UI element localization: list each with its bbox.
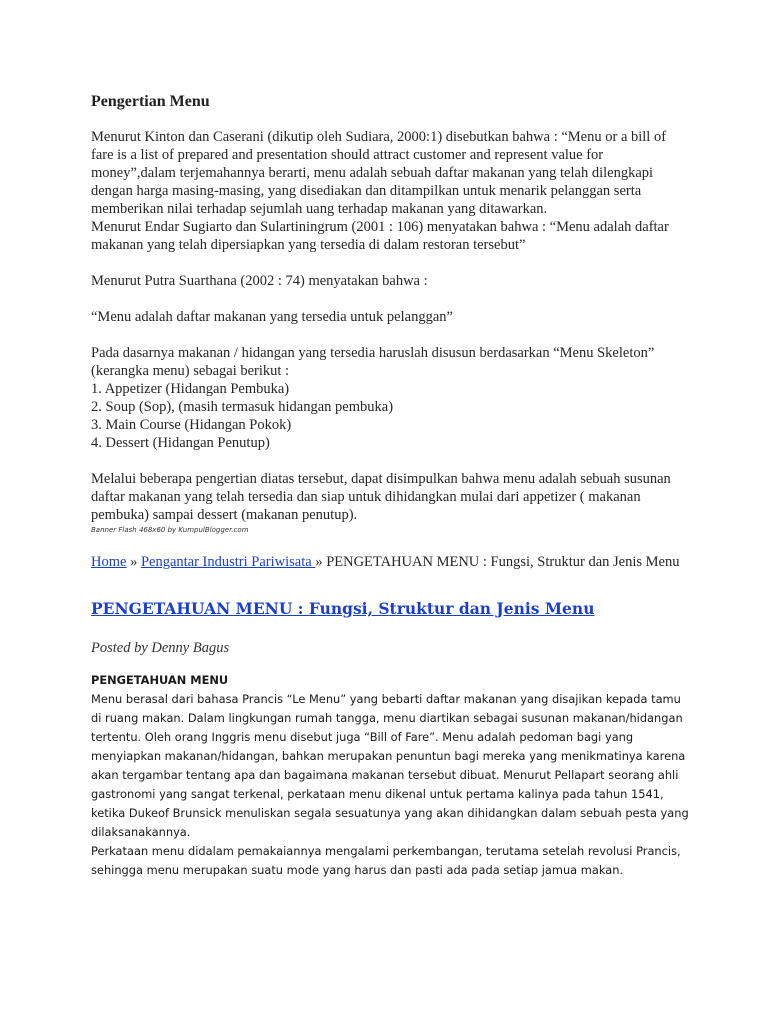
paragraph-kinton: Menurut Kinton dan Caserani (dikutip oleh Sudiara, 2000:1) disebutkan bahwa : “Menu or a bill of fare is a list of prepared and presentation should attract customer and represent value for money”,dalam terjemahannya berarti, menu adalah sebuah daftar makanan yang telah dilengkapi dengan harga masing-masing, yang disediakan dan ditampilkan untuk menarik pelanggan serta memberikan nilai terhadap sejumlah uang terhadap makanan yang ditawarkan.	[91, 129, 667, 217]
post-heading: PENGETAHUAN MENU	[91, 673, 229, 687]
post-title	[91, 599, 691, 619]
post-title-link[interactable]: PENGETAHUAN MENU : Fungsi, Struktur dan Jenis Menu	[91, 599, 595, 618]
breadcrumb-home-link[interactable]: Home	[91, 554, 127, 570]
breadcrumb-separator: »	[315, 554, 327, 570]
post-paragraph: Perkataan menu didalam pemakaiannya mengalami perkembangan, terutama setelah revolusi Prancis, sehingga menu merupakan suatu mode yang harus dan pasti ada pada setiap jamua makan.	[91, 844, 681, 877]
paragraph-sugiarto: Menurut Endar Sugiarto dan Sulartiningrum (2001 : 106) menyatakan bahwa : “Menu adalah daftar makanan yang telah dipersiapkan yang tersedia di dalam restoran tersebut”	[91, 219, 669, 253]
section-body	[91, 128, 691, 524]
paragraph-suarthana: Menurut Putra Suarthana (2002 : 74) menyatakan bahwa :	[91, 273, 428, 289]
list-item: 1. Appetizer (Hidangan Pembuka)	[91, 381, 290, 397]
menu-skeleton-list	[91, 380, 691, 452]
banner-credit: Banner Flash 468x60 by KumpulBlogger.com	[91, 526, 249, 534]
quote-paragraph: “Menu adalah daftar makanan yang tersedia untuk pelanggan”	[91, 309, 453, 325]
list-item: 2. Soup (Sop), (masih termasuk hidangan pembuka)	[91, 399, 394, 415]
document-page	[91, 92, 691, 880]
breadcrumb-current: PENGETAHUAN MENU : Fungsi, Struktur dan Jenis Menu	[326, 554, 680, 570]
section-title: Pengertian Menu	[91, 93, 210, 110]
breadcrumb-separator: »	[126, 554, 141, 570]
breadcrumb-category-link[interactable]: Pengantar Industri Pariwisata	[140, 554, 316, 570]
list-item: 4. Dessert (Hidangan Penutup)	[91, 435, 270, 451]
post-paragraph: Menu berasal dari bahasa Prancis “Le Menu” yang bebarti daftar makanan yang disajikan kepada tamu di ruang makan. Dalam lingkungan rumah tangga, menu diartikan sebagai susunan makanan/hidangan tertentu. Oleh orang Inggris menu disebut juga “Bill of Fare”. Menu adalah pedoman bagi yang menyiapkan makanan/hidangan, bahkan merupakan penuntun bagi mereka yang menikmatinya karena akan tergambar tentang apa dan bagaimana makanan tersebut dibuat. Menurut Pellapart seorang ahli gastronomi yang sangat terkenal, perkataan menu dikenal untuk pertama kalinya pada tahun 1541, ketika Dukeof Brunsick menuliskan segala sesuatunya yang akan dihidangkan dalam sebuah pesta yang dilaksanakannya.	[91, 692, 689, 839]
post-body	[91, 671, 691, 880]
paragraph-skeleton: Pada dasarnya makanan / hidangan yang tersedia haruslah disusun berdasarkan “Menu Skeleton” (kerangka menu) sebagai berikut :	[91, 345, 655, 379]
breadcrumb	[91, 553, 691, 571]
list-item: 3. Main Course (Hidangan Pokok)	[91, 417, 292, 433]
paragraph-conclusion: Melalui beberapa pengertian diatas tersebut, dapat disimpulkan bahwa menu adalah sebuah susunan daftar makanan yang telah tersedia dan siap untuk dihidangkan mulai dari appetizer ( makanan pembuka) sampai dessert (makanan penutup).	[91, 471, 671, 523]
post-author: Posted by Denny Bagus	[91, 640, 230, 656]
